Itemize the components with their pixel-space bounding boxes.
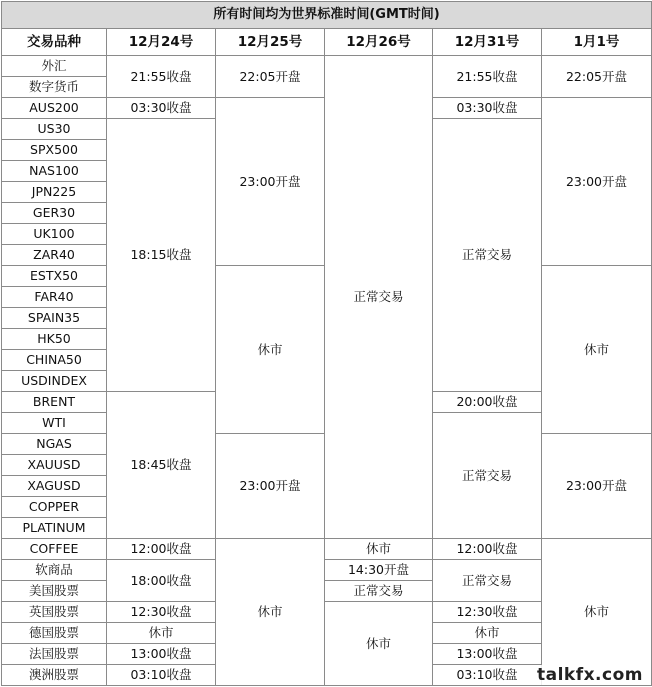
header-dec24: 12月24号 (107, 29, 216, 56)
instrument-aus200: AUS200 (2, 98, 107, 119)
instrument-copper: COPPER (2, 497, 107, 518)
instrument-crypto: 数字货币 (2, 77, 107, 98)
instrument-wti: WTI (2, 413, 107, 434)
instrument-fr-stocks: 法国股票 (2, 644, 107, 665)
cell-jan1-indices-a: 23:00开盘 (542, 98, 652, 266)
cell-d25-metals: 23:00开盘 (216, 434, 325, 539)
cell-d26-coffee: 休市 (325, 539, 433, 560)
instrument-estx50: ESTX50 (2, 266, 107, 287)
header-dec25: 12月25号 (216, 29, 325, 56)
instrument-de-stocks: 德国股票 (2, 623, 107, 644)
cell-d26-main: 正常交易 (325, 56, 433, 539)
cell-d25-forex-crypto: 22:05开盘 (216, 56, 325, 98)
instrument-spx500: SPX500 (2, 140, 107, 161)
instrument-uk100: UK100 (2, 224, 107, 245)
cell-d31-indices: 正常交易 (433, 119, 542, 392)
watermark-logo: talkfx.com (534, 665, 646, 685)
instrument-xauusd: XAUUSD (2, 455, 107, 476)
cell-d31-aus200: 03:30收盘 (433, 98, 542, 119)
cell-d31-brent: 20:00收盘 (433, 392, 542, 413)
cell-d24-au-stocks: 03:10收盘 (107, 665, 216, 686)
instrument-far40: FAR40 (2, 287, 107, 308)
table-title: 所有时间均为世界标准时间(GMT时间) (2, 2, 652, 29)
instrument-xagusd: XAGUSD (2, 476, 107, 497)
instrument-us-stocks: 美国股票 (2, 581, 107, 602)
instrument-nas100: NAS100 (2, 161, 107, 182)
header-jan1: 1月1号 (542, 29, 652, 56)
cell-d25-indices-b-energy: 休市 (216, 266, 325, 434)
instrument-brent: BRENT (2, 392, 107, 413)
cell-d24-fr-stocks: 13:00收盘 (107, 644, 216, 665)
instrument-forex: 外汇 (2, 56, 107, 77)
instrument-usdindex: USDINDEX (2, 371, 107, 392)
cell-d24-commodities: 18:45收盘 (107, 392, 216, 539)
instrument-ngas: NGAS (2, 434, 107, 455)
cell-jan1-metals: 23:00开盘 (542, 434, 652, 539)
cell-d26-eu-au-stocks: 休市 (325, 602, 433, 686)
instrument-ger30: GER30 (2, 203, 107, 224)
cell-d24-uk-stocks: 12:30收盘 (107, 602, 216, 623)
cell-d31-uk-stocks: 12:30收盘 (433, 602, 542, 623)
instrument-china50: CHINA50 (2, 350, 107, 371)
instrument-jpn225: JPN225 (2, 182, 107, 203)
instrument-hk50: HK50 (2, 329, 107, 350)
cell-d24-coffee: 12:00收盘 (107, 539, 216, 560)
cell-jan1-forex-crypto: 22:05开盘 (542, 56, 652, 98)
instrument-uk-stocks: 英国股票 (2, 602, 107, 623)
cell-d31-de-stocks: 休市 (433, 623, 542, 644)
header-instrument: 交易品种 (2, 29, 107, 56)
instrument-platinum: PLATINUM (2, 518, 107, 539)
instrument-softs: 软商品 (2, 560, 107, 581)
cell-d26-softs: 14:30开盘 (325, 560, 433, 581)
cell-d24-indices: 18:15收盘 (107, 119, 216, 392)
cell-d31-fr-stocks: 13:00收盘 (433, 644, 542, 665)
cell-jan1-softs-stocks: 休市 (542, 539, 652, 686)
cell-d26-us-stocks: 正常交易 (325, 581, 433, 602)
instrument-spain35: SPAIN35 (2, 308, 107, 329)
cell-d25-indices-a: 23:00开盘 (216, 98, 325, 266)
cell-d24-de-stocks: 休市 (107, 623, 216, 644)
header-dec31: 12月31号 (433, 29, 542, 56)
cell-jan1-indices-b-energy: 休市 (542, 266, 652, 434)
cell-d25-softs-stocks: 休市 (216, 539, 325, 686)
cell-d31-coffee: 12:00收盘 (433, 539, 542, 560)
schedule-table-container (1, 1, 652, 686)
cell-d31-commodities: 正常交易 (433, 413, 542, 539)
cell-d31-forex-crypto: 21:55收盘 (433, 56, 542, 98)
cell-d24-forex-crypto: 21:55收盘 (107, 56, 216, 98)
cell-d31-au-stocks: 03:10收盘 (433, 665, 542, 686)
header-dec26: 12月26号 (325, 29, 433, 56)
instrument-zar40: ZAR40 (2, 245, 107, 266)
instrument-au-stocks: 澳洲股票 (2, 665, 107, 686)
instrument-us30: US30 (2, 119, 107, 140)
cell-d24-softs-us: 18:00收盘 (107, 560, 216, 602)
holiday-trading-schedule-table (1, 1, 652, 686)
instrument-coffee: COFFEE (2, 539, 107, 560)
cell-d31-softs-us: 正常交易 (433, 560, 542, 602)
cell-d24-aus200: 03:30收盘 (107, 98, 216, 119)
